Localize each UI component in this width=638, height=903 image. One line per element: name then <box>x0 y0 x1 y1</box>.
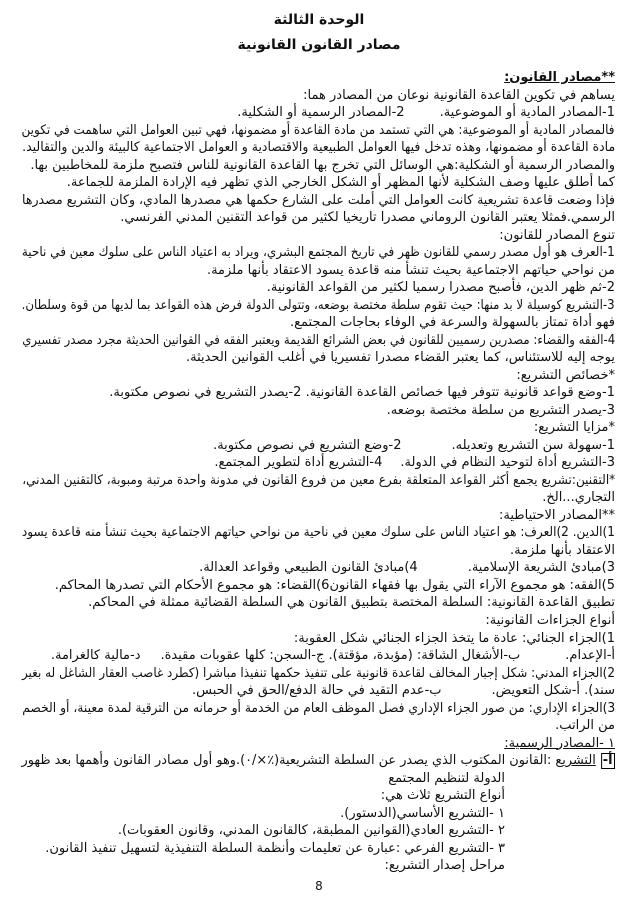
heading-text: *مزايا التشريع: <box>533 420 615 436</box>
term-label: التشريع <box>555 753 597 769</box>
line-text: يساهم في تكوين القاعدة القانونية نوعان من المصادر هما: <box>303 87 615 103</box>
text-line <box>22 314 615 332</box>
text-line <box>22 139 615 157</box>
text-line <box>22 472 615 490</box>
list-item: أ-الإعدام. <box>565 648 615 664</box>
line-text: من الراتب. <box>555 718 615 734</box>
line-text: ٣ -التشريع الفرعي :عبارة عن تعليمات وأنظمة السلطة التنفيذية لتسهيل تنفيذ القانون. <box>45 840 505 856</box>
heading-text: مراحل إصدار التشريع: <box>384 858 505 874</box>
line-text: الرسمي.فمثلا يعتبر القانون الروماني مصدرا تاريخيا لكثير من قواعد التقنين المدني الفرنسي. <box>120 210 615 226</box>
section-heading <box>22 69 615 87</box>
heading-text: ١ -المصادر الرسمية: <box>504 735 615 751</box>
line-text: 3-التشريع كوسيلة لا بد منها: حيث تقوم سلطة مختصة بوضعه، وتتولى الدولة فرض هذه القواعد بما لديها من قوة وسلطان. <box>22 297 615 313</box>
section-heading <box>22 612 615 630</box>
text-line <box>22 770 615 788</box>
heading-text: **المصادر الاحتياطية: <box>498 507 615 523</box>
document-body <box>22 69 615 875</box>
line-text <box>22 752 615 770</box>
list-line <box>22 104 615 122</box>
line-text: ١ -التشريع الأساسي(الدستور). <box>340 805 505 821</box>
text-line <box>22 244 615 262</box>
list-line <box>22 437 615 455</box>
line-text: يوجه إليه للاستئناس، كما يعتبر القضاء مصدرا تفسيريا في أغلب القوانين الحديثة. <box>185 350 615 366</box>
line-text <box>51 647 615 665</box>
list-item: 2-المصادر الرسمية أو الشكلية. <box>237 105 405 121</box>
list-item: 3-التشريع أداة لتوحيد النظام في الدولة. <box>400 455 615 471</box>
text-line <box>22 122 615 140</box>
text-line <box>22 542 615 560</box>
unit-title: الوحدة الثالثة <box>273 12 365 28</box>
line-text: 1-وضع قواعد قانونية تتوفر فيها خصائص القاعدة القانونية. 2-يصدر التشريع في نصوص مكتوبة. <box>109 385 615 401</box>
line-text: فالمصادر المادية أو الموضوعية: هي التي تستمد من مادة القاعدة أو مضمونها، فهي تبين العوامل التي ساهمت في تكوين <box>22 122 615 138</box>
section-heading <box>22 787 615 805</box>
line-text: والمصادر الرسمية أو الشكلية:هي الوسائل التي تخرج بها القاعدة القانونية للناس فتصبح ملزمة للمخاطبين بها. <box>30 157 615 173</box>
text-line <box>22 192 615 210</box>
line-text: 1)الدين. 2)العرف: هو اعتياد الناس على سلوك معين في ناحية من نواحي حياتهم الاجتماعية بحيث تنشأ منه قاعدة يسود <box>22 525 615 541</box>
line-text: 2)الجزاء المدني: شكل إجبار المخالف لقاعدة قانونية على تنفيذ حكمها تنفيذا مباشرا (كطرد غاصب العقار الشاغل له بغير <box>22 665 615 681</box>
line-text <box>237 104 615 122</box>
line-text: 1-العرف هو أول مصدر رسمي للقانون ظهر في تاريخ المجتمع البشري، ويراد به اعتياد الناس على سلوك معين في ناحية <box>22 245 615 261</box>
line-text: فهو أداة تمتاز بالسهولة والسرعة في الوفاء بحاجات المجتمع. <box>289 315 615 331</box>
text-line <box>22 209 615 227</box>
heading-text: تنوع المصادر للقانون: <box>499 227 615 243</box>
line-text: من نواحي حياتهم الاجتماعية بحيث تنشأ منه قاعدة يسود الاعتقاد بأنها ملزمة. <box>206 262 615 278</box>
line-text: 3-يصدر التشريع من سلطة مختصة بوضعه. <box>386 402 615 418</box>
text-line <box>22 594 615 612</box>
text-line <box>22 384 615 402</box>
text-line <box>22 489 615 507</box>
line-text: التجاري...الخ. <box>542 490 615 506</box>
list-item <box>22 822 615 840</box>
text-line <box>22 157 615 175</box>
line-text: كما أطلق عليها وصف الشكلية لأنها المظهر أو الشكل الخارجي الذي تظهر فيه الإرادة الملزمة للجماعة. <box>66 175 615 191</box>
line-text <box>214 454 615 472</box>
text-line <box>22 262 615 280</box>
line-text: 4-الفقه والقضاء: مصدرين رسميين للقانون في بعض الشرائع القديمة ويعتبر الفقه في القوانين الحديثة مجرد مصدر تفسيري <box>22 332 615 348</box>
line-text: مادة القاعدة أو مضمونها، وهذه تدخل فيها العوامل الطبيعية والاقتصادية و العوامل الاجتماعية كالبيئة والدين والتقاليد. <box>22 140 615 156</box>
text-line <box>22 700 615 718</box>
section-heading <box>22 507 615 525</box>
line-text <box>213 437 615 455</box>
list-item: 1-المصادر المادية أو الموضوعية. <box>439 105 615 121</box>
list-line <box>22 682 615 700</box>
heading-text: أنواع الجزاءات القانونية: <box>485 612 615 628</box>
list-line <box>22 454 615 472</box>
list-line <box>22 559 615 577</box>
text-line <box>22 717 615 735</box>
line-text: 2-ثم ظهر الدين، فأصبح مصدرا رسميا لكثير من القواعد القانونية. <box>266 280 615 296</box>
list-item: 4-التشريع أداة لتطوير المجتمع. <box>214 455 383 471</box>
line-text: ٢ -التشريع العادي(القوانين المطبقة، كالقانون المدني، وقانون العقوبات). <box>117 823 505 839</box>
line-text: 5)الفقه: هو مجموع الآراء التي يقول بها فقهاء القانون6)القضاء: هو مجموع الأحكام التي تصدرها المحاكم. <box>54 577 615 593</box>
list-item: 2-وضع التشريع في نصوص مكتوبة. <box>213 437 402 453</box>
text-line <box>22 297 615 315</box>
text-line <box>22 630 615 648</box>
line-text: فإذا وضعت قاعدة تشريعية كانت العوامل التي أملت على الشارع حكمها هي مصدرها المادي، وكان التشريع مصدرها <box>22 192 615 208</box>
line-text: تطبيق القاعدة القانونية: السلطة المختصة بتطبيق القانون هي السلطة القضائية ممثلة في المحاكم. <box>88 595 615 611</box>
list-item: 1-سهولة سن التشريع وتعديله. <box>451 437 615 453</box>
section-heading <box>22 419 615 437</box>
item-marker: أ- <box>603 752 614 768</box>
text-line <box>22 524 615 542</box>
section-heading <box>22 227 615 245</box>
list-item: 4)مبادئ القانون الطبيعي وقواعد العدالة. <box>199 560 418 576</box>
text-line <box>22 665 615 683</box>
line-text <box>199 559 615 577</box>
line-text: الاعتقاد بأنها ملزمة. <box>510 542 615 558</box>
text-line <box>22 402 615 420</box>
list-item: د-مالية كالغرامة. <box>50 648 141 664</box>
list-item: ب-الأشغال الشاقة: (مؤبدة، مؤقتة). ج-السجن: كلها عقوبات مقيدة. <box>160 648 521 664</box>
list-line <box>22 647 615 665</box>
list-item: سند). أ-شكل التعويض. <box>491 683 615 699</box>
text-line <box>22 752 615 770</box>
line-text <box>192 682 615 700</box>
section-heading <box>22 367 615 385</box>
line-text: 3)الجزاء الإداري: من صور الجزاء الإداري فصل الموظف العام من الخدمة أو حرمانه من الترقية لمدة معينة، أو الخصم <box>22 700 615 716</box>
document-title: مصادر القانون القانونية <box>237 37 401 53</box>
text-line <box>22 174 615 192</box>
list-item <box>22 840 615 858</box>
text-line <box>22 87 615 105</box>
text-line <box>22 332 615 350</box>
text-line <box>22 279 615 297</box>
page-number: 8 <box>315 879 323 893</box>
section-heading <box>22 857 615 875</box>
text-line <box>22 349 615 367</box>
list-item: ب-عدم التقيد في حالة الدفع/الحق في الحبس. <box>191 683 442 699</box>
line-text: *التقنين:تشريع يجمع أكثر القواعد المتعلقة بفرع معين من فروع القانون في مدونة واحدة مرتبة ومبوبة، كالتقنين المدني، <box>22 472 615 488</box>
line-text: الدولة لتنظيم المجتمع <box>388 770 505 786</box>
list-item: 3)مبادئ الشريعة الإسلامية. <box>467 560 615 576</box>
line-text: 1)الجزاء الجنائي: عادة ما يتخذ الجزاء الجنائي شكل العقوبة: <box>293 630 615 646</box>
section-heading <box>22 735 615 753</box>
list-item <box>22 805 615 823</box>
heading-text: *خصائص التشريع: <box>516 367 615 383</box>
term-definition: :القانون المكتوب الذي يصدر عن السلطة التشريعية(٪×/٠).وهو أول مصادر القانون وأهمها بعد ظهور <box>22 753 556 769</box>
heading-text: أنواع التشريع ثلاث هي: <box>380 788 505 804</box>
text-line <box>22 577 615 595</box>
heading-text: **مصادر القانون: <box>504 70 615 85</box>
